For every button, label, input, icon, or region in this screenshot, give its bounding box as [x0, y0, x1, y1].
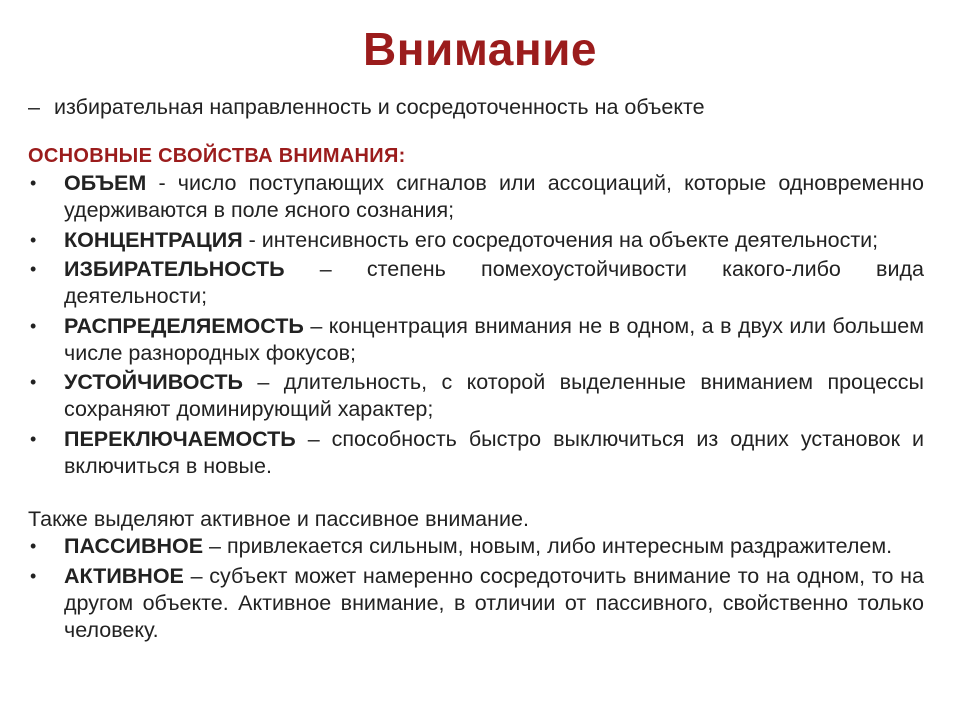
also-text: Также выделяют активное и пассивное внимание. [28, 507, 529, 531]
spacer [28, 482, 924, 506]
bullet-icon: • [30, 173, 37, 193]
slide-title: Внимание [363, 23, 597, 75]
slide-content [28, 94, 924, 646]
property-item [28, 227, 924, 254]
properties-list [28, 170, 924, 480]
property-text: - интенсивность его сосредоточения на объекте деятельности; [242, 227, 879, 252]
properties-heading: ОСНОВНЫЕ СВОЙСТВА ВНИМАНИЯ: [28, 145, 406, 167]
bullet-icon: • [30, 315, 37, 336]
bullet-icon: • [30, 428, 37, 449]
property-term: УСТОЙЧИВОСТЬ [64, 370, 243, 394]
property-item [28, 369, 924, 423]
type-item [28, 563, 924, 644]
property-term: РАСПРЕДЕЛЯЕМОСТЬ [64, 313, 304, 338]
type-text: – привлекается сильным, новым, либо интересным раздражителем. [203, 534, 893, 558]
types-list [28, 533, 924, 644]
property-text: – длительность, с которой выделенные вниманием процессы сохраняют доминирующий характер; [64, 370, 924, 421]
property-text: - число поступающих сигналов или ассоциаций, которые одновременно удерживаются в поле ясного сознания; [64, 171, 924, 222]
type-text: – субъект может намеренно сосредоточить внимание то на одном, то на другом объекте. Активное внимание, в отличии от пассивного, свойственно только человеку. [64, 563, 924, 642]
definition [28, 94, 924, 121]
property-text: – способность быстро выключиться из одних установок и включиться в новые. [64, 426, 924, 478]
property-text: – степень помехоустойчивости какого-либо вида деятельности; [64, 257, 924, 308]
definition-text: избирательная направленность и сосредоточенность на объекте [54, 95, 705, 119]
type-item [28, 533, 924, 560]
bullet-icon: • [30, 259, 37, 279]
property-item [28, 426, 924, 480]
property-term: ИЗБИРАТЕЛЬНОСТЬ [64, 257, 285, 281]
type-term: АКТИВНОЕ [64, 563, 184, 588]
definition-dash: – [28, 95, 40, 119]
property-text: – концентрация внимания не в одном, а в двух или большем числе разнородных фокусов; [64, 313, 924, 365]
property-item [28, 313, 924, 367]
property-term: КОНЦЕНТРАЦИЯ [64, 227, 243, 252]
bullet-icon: • [30, 565, 37, 586]
bullet-icon: • [30, 229, 37, 250]
type-term: ПАССИВНОЕ [64, 534, 204, 558]
bullet-icon: • [30, 372, 37, 392]
property-term: ПЕРЕКЛЮЧАЕМОСТЬ [64, 426, 296, 451]
property-item [28, 170, 924, 224]
property-term: ОБЪЕМ [64, 171, 147, 195]
bullet-icon: • [30, 536, 37, 556]
property-item [28, 256, 924, 310]
